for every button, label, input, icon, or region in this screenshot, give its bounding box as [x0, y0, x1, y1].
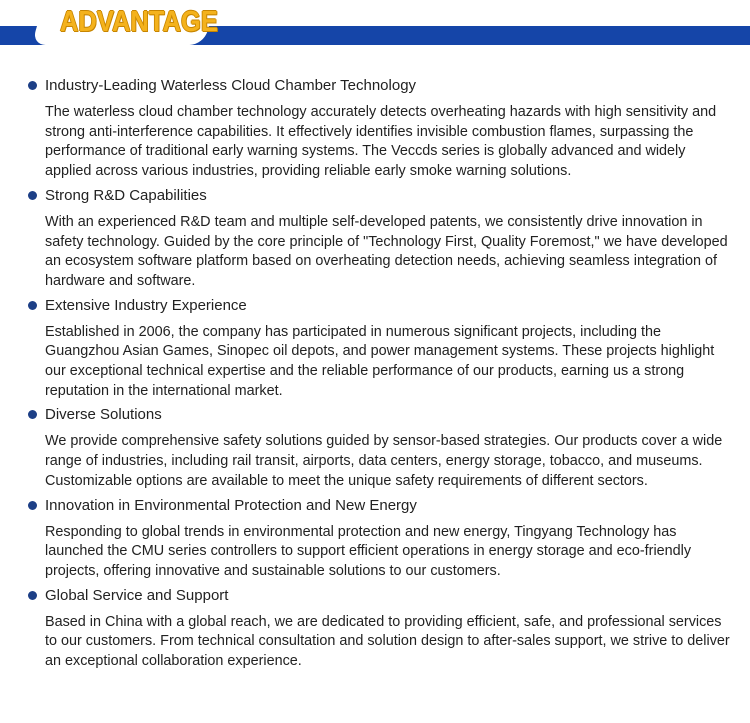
- bullet-icon: [28, 501, 37, 510]
- bullet-icon: [28, 591, 37, 600]
- bullet-icon: [28, 410, 37, 419]
- advantage-item-header: [0, 186, 750, 206]
- advantage-list: [0, 76, 750, 672]
- advantage-item-header: [0, 405, 750, 425]
- advantage-item: [0, 76, 750, 182]
- advantage-item: [0, 586, 750, 672]
- advantage-description: With an experienced R&D team and multiple self-developed patents, we consistently drive innovation in safety technology. Guided by the core principle of "Technology First, Quality Foremost," we have developed an ecosystem software platform based on overheating detection needs, achieving seamless integration of hardware and software.: [45, 213, 728, 289]
- bullet-icon: [28, 301, 37, 310]
- advantage-title: Strong R&D Capabilities: [45, 186, 207, 204]
- advantage-item-header: [0, 586, 750, 606]
- advantage-item-header: [0, 76, 750, 96]
- advantage-description: Based in China with a global reach, we are dedicated to providing efficient, safe, and professional services to our customers. From technical consultation and solution design to after-sales support, we strive to deliver an exceptional collaboration experience.: [45, 613, 730, 670]
- advantage-description: The waterless cloud chamber technology accurately detects overheating hazards with high sensitivity and strong anti-interference capabilities. It effectively identifies invisible combustion flames, surpassing the performance of traditional early warning systems. The Veccds series is globally advanced and widely applied across various industries, providing reliable early smoke warning solutions.: [45, 104, 717, 180]
- bullet-icon: [28, 191, 37, 200]
- advantage-item-header: [0, 496, 750, 516]
- advantage-title: Extensive Industry Experience: [45, 296, 247, 314]
- bullet-icon: [28, 81, 37, 90]
- advantage-item: [0, 496, 750, 582]
- advantage-item: [0, 296, 750, 402]
- advantage-title: Diverse Solutions: [45, 406, 162, 424]
- advantage-item: [0, 186, 750, 292]
- advantage-title: Innovation in Environmental Protection and New Energy: [45, 496, 417, 514]
- advantage-title: Industry-Leading Waterless Cloud Chamber Technology: [45, 77, 417, 94]
- page-title: ADVANTAGE: [60, 6, 218, 38]
- header-banner: [0, 0, 750, 46]
- advantage-description: We provide comprehensive safety solutions guided by sensor-based strategies. Our products cover a wide range of industries, including rail transit, airports, data centers, energy storage, tobacco, and museums. Customizable options are available to meet the unique safety requirements of different sectors.: [45, 433, 723, 489]
- advantage-item: [0, 405, 750, 491]
- advantage-description: Responding to global trends in environmental protection and new energy, Tingyang Technology has launched the CMU series controllers to support efficient operations in energy storage and eco-friendly projects, offering innovative and sustainable solutions to our customers.: [45, 523, 692, 579]
- advantage-description: Established in 2006, the company has participated in numerous significant projects, including the Guangzhou Asian Games, Sinopec oil depots, and power management systems. These projects highlight our exceptional technical expertise and the reliable performance of our products, earning us a strong reputation in the international market.: [45, 323, 715, 399]
- advantage-item-header: [0, 296, 750, 316]
- advantage-title: Global Service and Support: [45, 586, 229, 604]
